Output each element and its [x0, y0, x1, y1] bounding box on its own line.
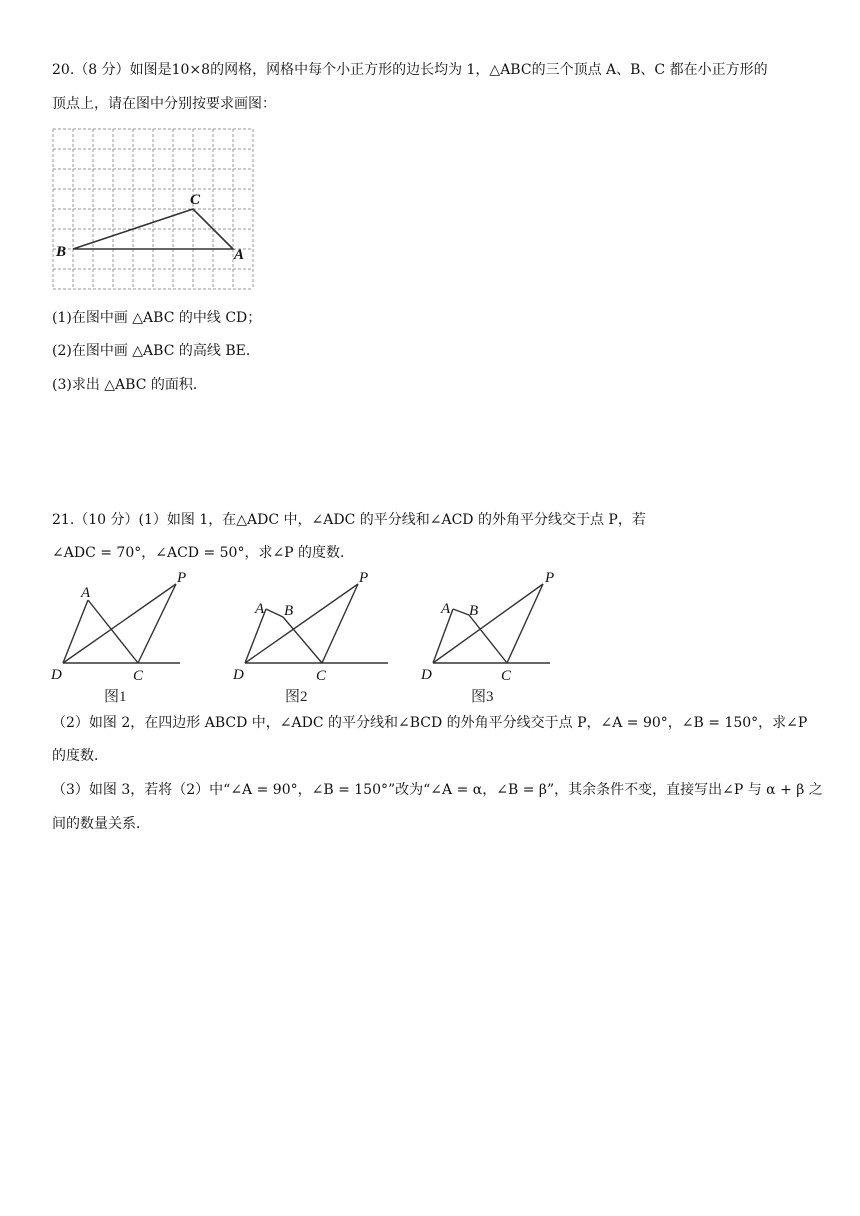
fig3-label-p: P [545, 570, 555, 586]
grid-lines [53, 129, 253, 289]
fig3-label-b: B [469, 603, 479, 619]
q20-part1: (1)在图中画 △ABC 的中线 CD； [52, 310, 262, 326]
q21-figure-1 [48, 566, 198, 708]
fig3-caption: 图3 [471, 689, 494, 705]
fig1-label-d: D [51, 667, 62, 683]
fig2-label-d: D [233, 667, 244, 683]
q21-figure-2 [228, 566, 398, 708]
q21-figure-3 [416, 566, 576, 708]
q21-stem-line2: ∠ADC = 70°，∠ACD = 50°，求∠P 的度数． [52, 545, 355, 561]
q21-part3-line2: 间的数量关系． [52, 816, 150, 832]
grid-label-a: A [234, 247, 245, 263]
q20-part2: (2)在图中画 △ABC 的高线 BE． [52, 343, 260, 359]
fig1-label-p: P [177, 570, 187, 586]
q21-stem-line1: 21.（10 分）(1）如图 1，在△ADC 中，∠ADC 的平分线和∠ACD 的外角平分线交于点 P，若 [52, 512, 646, 528]
fig2-label-c: C [316, 668, 327, 684]
grid-label-b: B [56, 244, 67, 260]
q20-stem-line2: 顶点上，请在图中分别按要求画图： [52, 96, 276, 112]
fig3-label-d: D [421, 667, 432, 683]
fig2-caption: 图2 [285, 689, 308, 705]
fig1-label-a: A [81, 585, 91, 601]
q20-grid-figure [48, 124, 260, 294]
fig1-caption: 图1 [104, 689, 127, 705]
fig3-label-c: C [501, 668, 512, 684]
q21-part3-line1: （3）如图 3，若将（2）中“∠A = 90°，∠B = 150°”改为“∠A = α，∠B = β”，其余条件不变，直接写出∠P 与 α + β 之 [52, 782, 823, 798]
fig1-label-c: C [133, 668, 144, 684]
q20-part3: (3)求出 △ABC 的面积． [52, 377, 207, 393]
fig3-label-a: A [441, 601, 451, 617]
fig2-label-a: A [255, 601, 265, 617]
grid-label-c: C [190, 192, 201, 208]
fig2-label-p: P [359, 570, 369, 586]
q21-part2-line1: （2）如图 2，在四边形 ABCD 中，∠ADC 的平分线和∠BCD 的外角平分线交于点 P，∠A = 90°，∠B = 150°，求∠P [52, 715, 808, 731]
fig2-label-b: B [284, 603, 294, 619]
q21-part2-line2: 的度数． [52, 748, 108, 764]
q20-stem-line1: 20.（8 分）如图是10×8的网格，网格中每个小正方形的边长均为 1，△ABC的三个顶点 A、B、C 都在小正方形的 [52, 62, 768, 78]
